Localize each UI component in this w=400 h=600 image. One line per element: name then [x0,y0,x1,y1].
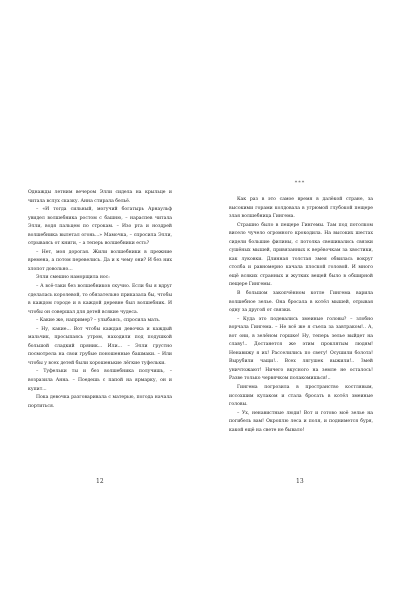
right-page-text [229,196,373,435]
paragraph: Гингема погрозила в пространство костлявым, иссохшим кулаком и стала бросать в котёл змеиные головы. [229,385,373,408]
paragraph: – Туфельки ты и без волшебника получишь, – возразила Анна. – Поедешь с папой на ярмарку, он и купит... [28,369,172,392]
right-page [200,0,400,600]
paragraph: – Куда это подевались змеиные головы? – злобно ворчала Гингема. – Не всё же я съела за завтраком!.. А, вот они, в зелёном горшке! Ну, теперь зелье выйдет на славу!.. Достанется же этим проклятым людям! Ненавижу я их! Расселились по свету! Осушили болота! Вырубили чащи!.. Всех лягушек выжили!.. Змей уничтожают! Ничего вкусного на земле не осталось! Разве только червячком полакомишься!.. [229,316,373,382]
paragraph: – Ух, ненавистные люди! Вот и готово моё зелье на погибель вам! Окроплю леса и поля, и поднимется буря, какой ещё на свете не бывало! [229,410,373,433]
paragraph: – Ну, какие... Вот чтобы каждая девочка и каждый мальчик, просыпаясь утром, находили под подушкой большой сладкий пряник... Или... – Элли грустно посмотрела на свои грубые поношенные башмаки. – Или чтобы у всех детей были хорошенькие лёгкие туфельки. [28,326,172,366]
paragraph: Пока девочка разговаривала с матерью, погода начала портиться. [28,395,172,409]
paragraph: – Какие же, например? – улыбаясь, спросила мать. [36,318,161,324]
left-page-text [28,189,172,411]
paragraph: Как раз в это самое время в далёкой стране, за высокими горами колдовала в угрюмой глубокой пещере злая волшебница Гингема. [229,197,373,220]
paragraph: В большом закопчённом котле Гингема варила волшебное зелье. Она бросала в котёл мышей, отрывая одну за другой от связки. [229,291,373,314]
paragraph: – А всё-таки без волшебников скучно. Если бы я вдруг сделалась королевой, то обязательно приказала бы, чтобы в каждом городе и в каждой деревне был волшебник. И чтобы он совершал для детей всякие чудеса. [28,284,172,315]
paragraph: Элли смешно наморщила нос: [36,275,110,281]
paragraph: Однажды летним вечером Элли сидела на крыльце и читала вслух сказку. Анна стирала бельё. [28,190,172,204]
page-number: 12 [96,478,104,485]
section-ornament: *** [294,180,306,186]
paragraph: – «И тогда сильный, могучий богатырь Арнаульф увидел волшебника ростом с башню, – нараспев читала Элли, водя пальцем по строкам. – Изо рта и ноздрей волшебника вылетал огонь...» Мамочка, – спросила Элли, отрываясь от книги, – а теперь волшебники есть? [28,207,172,247]
paragraph: Страшно было в пещере Гингемы. Там под потолком висело чучело огромного крокодила. На высоких шестах сидели большие филины, с потолка свешивались связки сушёных мышей, привязанных к верёвочкам за хвостики, как луковки. Длинная толстая змея обвилась вокруг столба и равномерно качала плоской головой. И много ещё всяких странных и жутких вещей было в обширной пещере Гингемы. [229,222,373,288]
page-number: 13 [296,478,304,485]
paragraph: – Нет, моя дорогая. Жили волшебники в прежние времена, а потом перевелись. Да и к чему они? И без них хлопот довольно... [28,249,172,272]
